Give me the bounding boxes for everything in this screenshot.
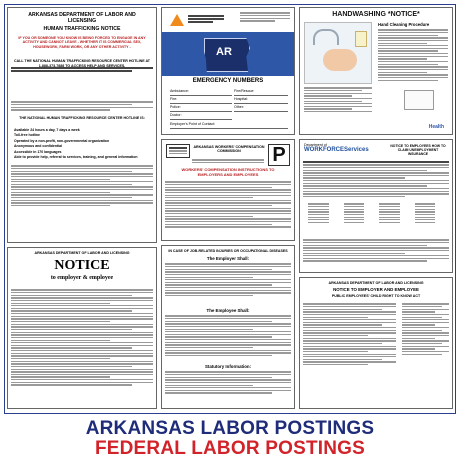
workforce-services-notice [299, 139, 453, 273]
emergency-field: Police: [170, 104, 232, 112]
trafficking-intro: IF YOU OR SOMEONE YOU KNOW IS BEING FORCED TO ENGAGE IN ANY ACTIVITY AND CANNOT LEAVE - WHETHER IT IS COMMERCIAL SEX, HOUSEWORK, FARM WORK, OR ANY OTHER ACTIVITY - [18, 36, 146, 49]
trafficking-agency: ARKANSAS DEPARTMENT OF LABOR AND LICENSING [28, 12, 136, 24]
public-notice-title: NOTICE TO EMPLOYER AND EMPLOYEE [333, 287, 419, 292]
workers-comp-form-p [161, 139, 295, 241]
trafficking-title: HUMAN TRAFFICKING NOTICE [43, 26, 121, 32]
workers-comp-heading: ARKANSAS WORKERS' COMPENSATION COMMISSION [193, 145, 265, 154]
emergency-field: Other: [234, 104, 288, 112]
emergency-field: Ambulance: [170, 88, 232, 96]
trafficking-feature: Available 24 hours a day, 7 days a week [14, 128, 80, 132]
handwashing-notice [299, 7, 453, 135]
emergency-field: Fire: [170, 96, 232, 104]
employee-shall-heading: The Employee Shall: [206, 308, 250, 313]
human-trafficking-notice [7, 7, 157, 243]
employer-contact-field: Employer's Point of Contact: [170, 121, 288, 129]
trafficking-features [14, 128, 152, 160]
employer-shall-heading: The Employer Shall: [206, 256, 250, 261]
statutory-info-heading: Statutory Information: [204, 364, 252, 369]
trafficking-resource-center: THE NATIONAL HUMAN TRAFFICKING RESOURCE CENTER HOTLINE IS: [19, 116, 145, 120]
state-badge: AR [216, 46, 232, 58]
public-notice-subtitle: PUBLIC EMPLOYEES' CHILD RIGHT TO KNOW ACT [331, 294, 421, 298]
emergency-numbers-poster [161, 7, 295, 135]
workforce-dept-label: Department of [304, 143, 327, 147]
workforce-services-logo: WORKFORCEServices [304, 147, 369, 153]
trafficking-feature: Operated by a non-profit, non-governmental organization [14, 138, 110, 143]
arkansas-labor-postings-title: ARKANSAS LABOR POSTINGS [85, 418, 375, 439]
trafficking-feature: Anonymous and confidential [14, 144, 63, 149]
public-employees-notice [299, 277, 453, 409]
emergency-field: Fire/Rescue: [234, 88, 288, 96]
notice-title: NOTICE [54, 258, 110, 273]
handwashing-illustration [304, 22, 372, 84]
job-injury-title: IN CASE OF JOB-RELATED INJURIES OR OCCUPATIONAL DISEASES [168, 249, 288, 253]
trafficking-feature: Toll-free hotline [14, 133, 40, 138]
hand-cleaning-procedure: Hand Cleaning Procedure [378, 22, 430, 27]
faucet-icon [313, 29, 339, 45]
hands-icon [323, 49, 357, 71]
notice-agency: ARKANSAS DEPARTMENT OF LABOR AND LICENSING [34, 251, 130, 255]
trafficking-feature: Accessible in 170 languages [14, 149, 62, 154]
soap-icon [355, 31, 367, 47]
notice-employer-employee [7, 247, 157, 409]
health-logo: Health [428, 124, 444, 130]
workers-comp-subheading: WORKERS' COMPENSATION INSTRUCTIONS TO EMPLOYERS AND EMPLOYEES [181, 167, 275, 177]
notice-subtitle: to employer & employee [50, 275, 114, 281]
trafficking-feature: Able to provide help, referral to services, training, and general information [14, 155, 138, 160]
public-notice-agency: ARKANSAS DEPARTMENT OF LABOR AND LICENSING [328, 281, 424, 285]
poster-board [4, 4, 456, 414]
trafficking-hotline: CALL THE NATIONAL HUMAN TRAFFICKING RESOURCE CENTER HOTLINE AT 1-888-373-7888 TO ACCESS HELP AND SERVICES. [14, 59, 150, 68]
emergency-numbers-heading: EMERGENCY NUMBERS [192, 78, 264, 84]
safety-logo-icon [170, 14, 184, 26]
federal-labor-postings-title: FEDERAL LABOR POSTINGS [94, 438, 366, 459]
handwashing-title: HANDWASHING *NOTICE* [332, 11, 420, 18]
hand-wash-sign-icon [404, 90, 434, 110]
workforce-notice-title: NOTICE TO EMPLOYEES HOW TO CLAIM UNEMPLOYMENT INSURANCE [390, 144, 446, 156]
job-injury-notice [161, 245, 295, 409]
emergency-field: Hospital: [234, 96, 288, 104]
form-p-letter: P [268, 144, 290, 166]
emergency-field: Doctor: [170, 112, 232, 120]
